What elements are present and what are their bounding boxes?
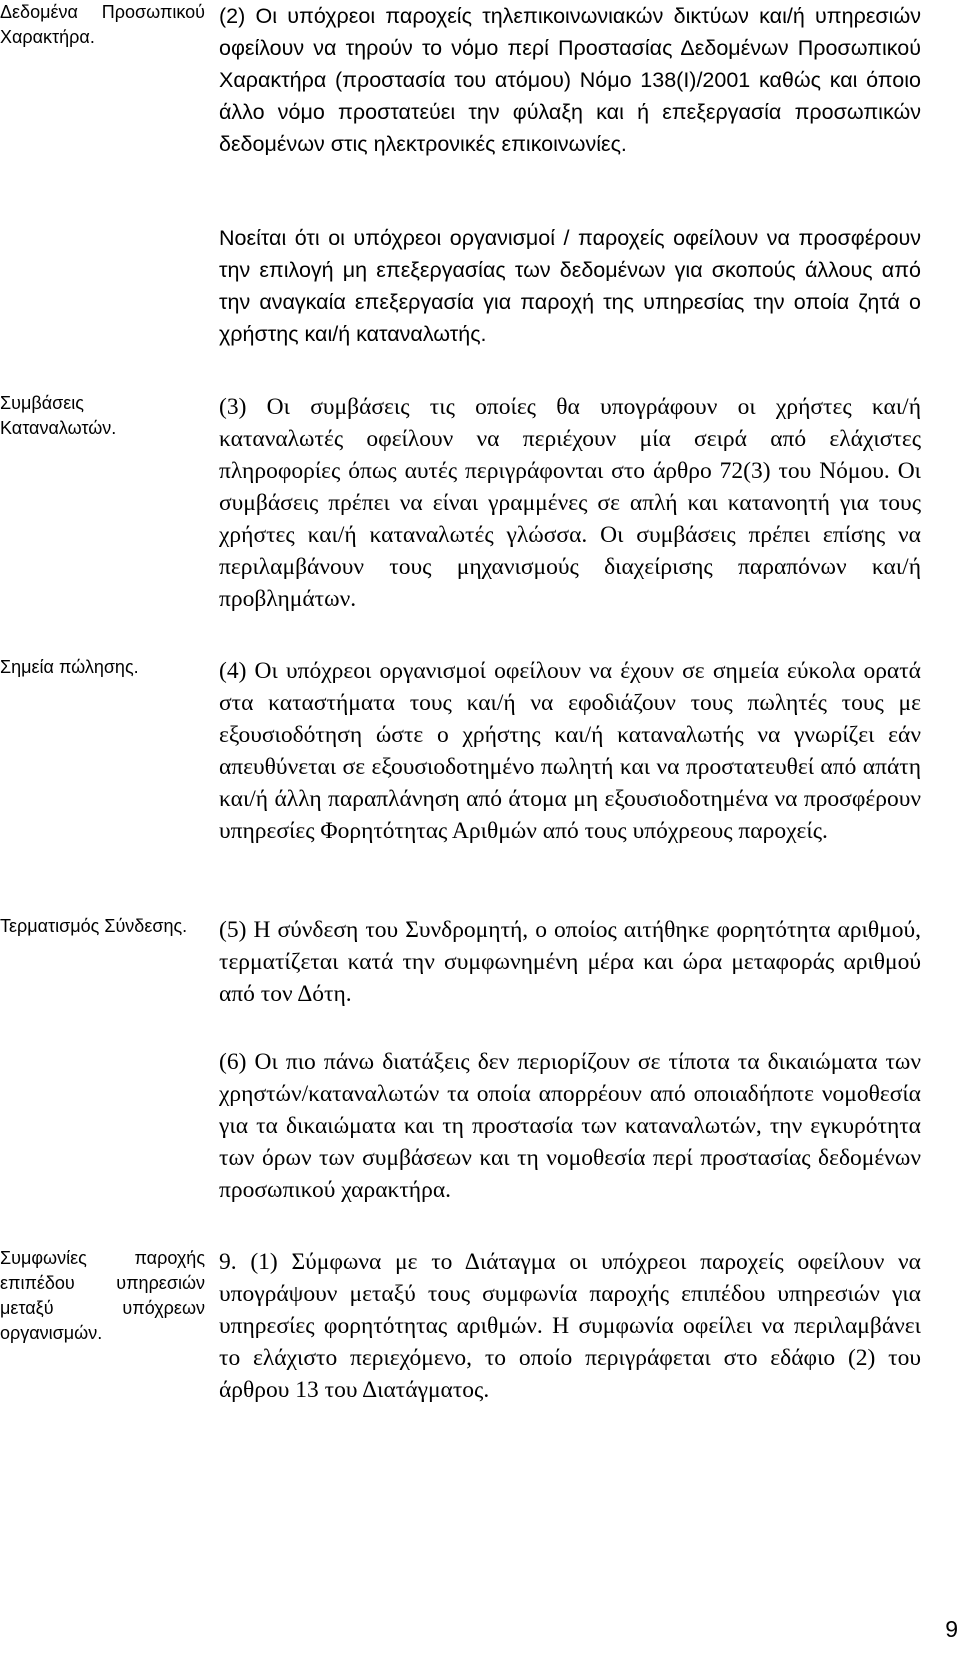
- paragraph-3: (3) Οι συμβάσεις τις οποίες θα υπογράφουν οι χρήστες και/ή καταναλωτές οφείλουν να περιέχουν μία σειρά από ελάχιστες πληροφορίες όπως αυτές περιγράφονται στο άρθρο 72(3) του Νόμου. Οι συμβάσεις πρέπει να είναι γραμμένες σε απλή και κατανοητή για τους χρήστες και/ή καταναλωτές γλώσσα. Οι συμβάσεις πρέπει επίσης να περιλαμβάνουν τους μηχανισμούς διαχείρισης παραπόνων και/ή προβλημάτων.: [219, 394, 921, 612]
- paragraph-2-proviso: Νοείται ότι οι υπόχρεοι οργανισμοί / παροχείς οφείλουν να προσφέρουν την επιλογή μη επεξεργασίας των δεδομένων για σκοπούς άλλους από την αναγκαία επεξεργασία για παροχή της υπηρεσίας την οποία ζητά ο χρήστης και/ή καταναλωτής.: [219, 226, 921, 346]
- paragraph-9: 9. (1) Σύμφωνα με το Διάταγμα οι υπόχρεοι παροχείς οφείλουν να υπογράψουν μεταξύ τους συμφωνία παροχής επιπέδου υπηρεσιών για υπηρεσίες φορητότητας αριθμών. Η συμφωνία οφείλει να περιλαμβάνει το ελάχιστο περιεχόμενο, το οποίο περιγράφεται στο εδάφιο (2) του άρθρου 13 του Διατάγματος.: [219, 1249, 921, 1403]
- paragraph-4: (4) Οι υπόχρεοι οργανισμοί οφείλουν να έχουν σε σημεία εύκολα ορατά στα καταστήματα τους και/ή να εφοδιάζουν τους πωλητές τους με εξουσιοδότηση ώστε ο χρήστης και/ή καταναλωτής να γνωρίζει εάν απευθύνεται σε εξουσιοδοτημένο πωλητή και να προστατευθεί από απάτη και/ή άλλη παραπλάνηση από άτομα μη εξουσιοδοτημένα να προσφέρουν υπηρεσίες Φορητότητας Αριθμών από τους υπόχρεους παροχείς.: [219, 658, 921, 844]
- paragraph-6: (6) Οι πιο πάνω διατάξεις δεν περιορίζουν σε τίποτα τα δικαιώματα των χρηστών/καταναλωτών τα οποία απορρέουν από οποιαδήποτε νομοθεσία για τα δικαιώματα και τη προστασία των καταναλωτών, την εγκυρότητα των όρων των συμβάσεων και τη νομοθεσία περί προστασίας δεδομένων προσωπικού χαρακτήρα.: [219, 1049, 921, 1203]
- margin-note-consumer-contracts: Συμβάσεις Καταναλωτών.: [0, 393, 117, 438]
- page-number: 9: [945, 1616, 958, 1642]
- margin-note-service-level-agreements: Συμφωνίες παροχής επιπέδου υπηρεσιών μεταξύ υπόχρεων οργανισμών.: [0, 1248, 205, 1343]
- paragraph-5: (5) Η σύνδεση του Συνδρομητή, ο οποίος αιτήθηκε φορητότητα αριθμού, τερματίζεται κατά την συμφωνημένη μέρα και ώρα μεταφοράς αριθμού από τον Δότη.: [219, 917, 921, 1007]
- margin-note-points-of-sale: Σημεία πώλησης.: [0, 657, 139, 677]
- margin-note-connection-termination: Τερματισμός Σύνδεσης.: [0, 916, 188, 936]
- margin-note-personal-data: Δεδομένα Προσωπικού Χαρακτήρα.: [0, 2, 205, 47]
- paragraph-2: (2) Οι υπόχρεοι παροχείς τηλεπικοινωνιακών δικτύων και/ή υπηρεσιών οφείλουν να τηρούν το νόμο περί Προστασίας Δεδομένων Προσωπικού Χαρακτήρα (προστασία του ατόμου) Νόμο 138(Ι)/2001 καθώς και όποιο άλλο νόμο προστατεύει την φύλαξη και ή επεξεργασία προσωπικών δεδομένων στις ηλεκτρονικές επικοινωνίες.: [219, 4, 921, 156]
